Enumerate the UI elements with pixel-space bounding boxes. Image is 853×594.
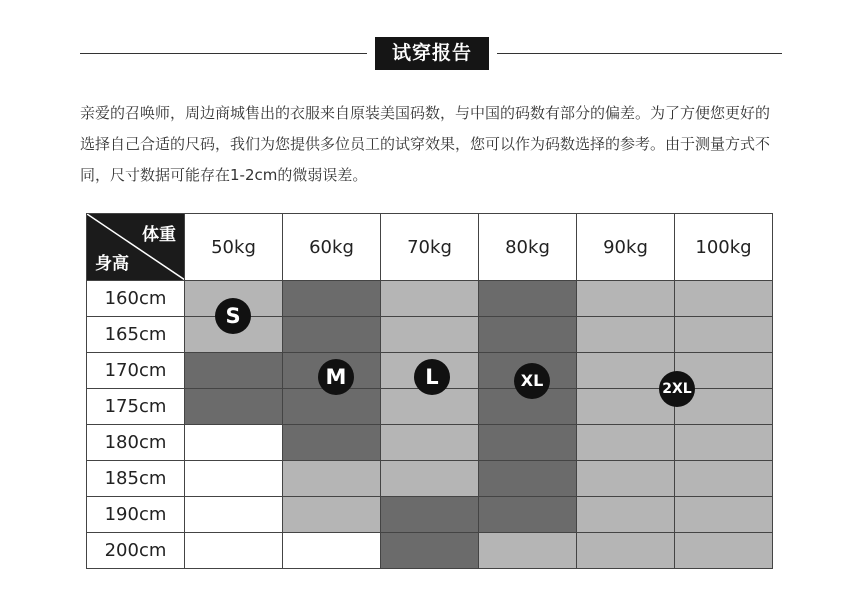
size-cell [577, 281, 675, 317]
weight-header: 50kg [185, 214, 283, 281]
size-cell [577, 425, 675, 461]
table-row [87, 425, 773, 461]
size-cell [675, 533, 773, 569]
table-header-row [87, 214, 773, 281]
weight-header: 80kg [479, 214, 577, 281]
height-label-cell: 170cm [87, 353, 185, 389]
size-cell [381, 317, 479, 353]
size-cell [381, 425, 479, 461]
size-badge-l: L [414, 359, 450, 395]
weight-header: 100kg [675, 214, 773, 281]
size-cell [185, 497, 283, 533]
size-cell [283, 461, 381, 497]
size-cell [675, 317, 773, 353]
table-corner-cell [87, 214, 185, 281]
title-divider-right [497, 53, 782, 54]
size-cell [577, 317, 675, 353]
size-cell [283, 533, 381, 569]
size-cell [577, 461, 675, 497]
size-cell [577, 497, 675, 533]
size-cell [185, 533, 283, 569]
size-cell [577, 533, 675, 569]
size-cell [675, 497, 773, 533]
size-cell [479, 533, 577, 569]
height-label-cell: 160cm [87, 281, 185, 317]
size-cell [283, 317, 381, 353]
size-cell [185, 425, 283, 461]
height-label-cell: 175cm [87, 389, 185, 425]
size-cell [479, 461, 577, 497]
size-cell [675, 461, 773, 497]
size-cell [479, 281, 577, 317]
table-row [87, 317, 773, 353]
height-label-cell: 200cm [87, 533, 185, 569]
size-cell [283, 281, 381, 317]
size-badge-s: S [215, 298, 251, 334]
table-row [87, 461, 773, 497]
size-cell [185, 461, 283, 497]
table-row [87, 497, 773, 533]
weight-header: 70kg [381, 214, 479, 281]
size-cell [381, 533, 479, 569]
size-cell [185, 389, 283, 425]
title-divider-left [80, 53, 367, 54]
height-label-cell: 180cm [87, 425, 185, 461]
weight-axis-label: 体重 [142, 225, 176, 245]
size-cell [479, 425, 577, 461]
size-cell [381, 281, 479, 317]
size-cell [479, 317, 577, 353]
size-cell [479, 497, 577, 533]
size-badge-m: M [318, 359, 354, 395]
size-cell [675, 281, 773, 317]
size-cell [185, 353, 283, 389]
size-cell [381, 497, 479, 533]
table-row [87, 533, 773, 569]
height-label-cell: 185cm [87, 461, 185, 497]
size-badge-2xl: 2XL [659, 371, 695, 407]
height-label-cell: 165cm [87, 317, 185, 353]
size-cell [675, 425, 773, 461]
weight-header: 90kg [577, 214, 675, 281]
size-cell [381, 461, 479, 497]
page-title: 试穿报告 [375, 37, 489, 70]
height-axis-label: 身高 [95, 254, 129, 274]
height-label-cell: 190cm [87, 497, 185, 533]
size-cell [283, 425, 381, 461]
size-cell [283, 497, 381, 533]
intro-paragraph: 亲爱的召唤师，周边商城售出的衣服来自原装美国码数，与中国的码数有部分的偏差。为了方便您更好的选择自己合适的尺码，我们为您提供多位员工的试穿效果，您可以作为码数选择的参考。由于测量方式不同，尺寸数据可能存在1-2cm的微弱误差。 [80, 104, 771, 184]
weight-header: 60kg [283, 214, 381, 281]
size-badge-xl: XL [514, 363, 550, 399]
table-row [87, 281, 773, 317]
